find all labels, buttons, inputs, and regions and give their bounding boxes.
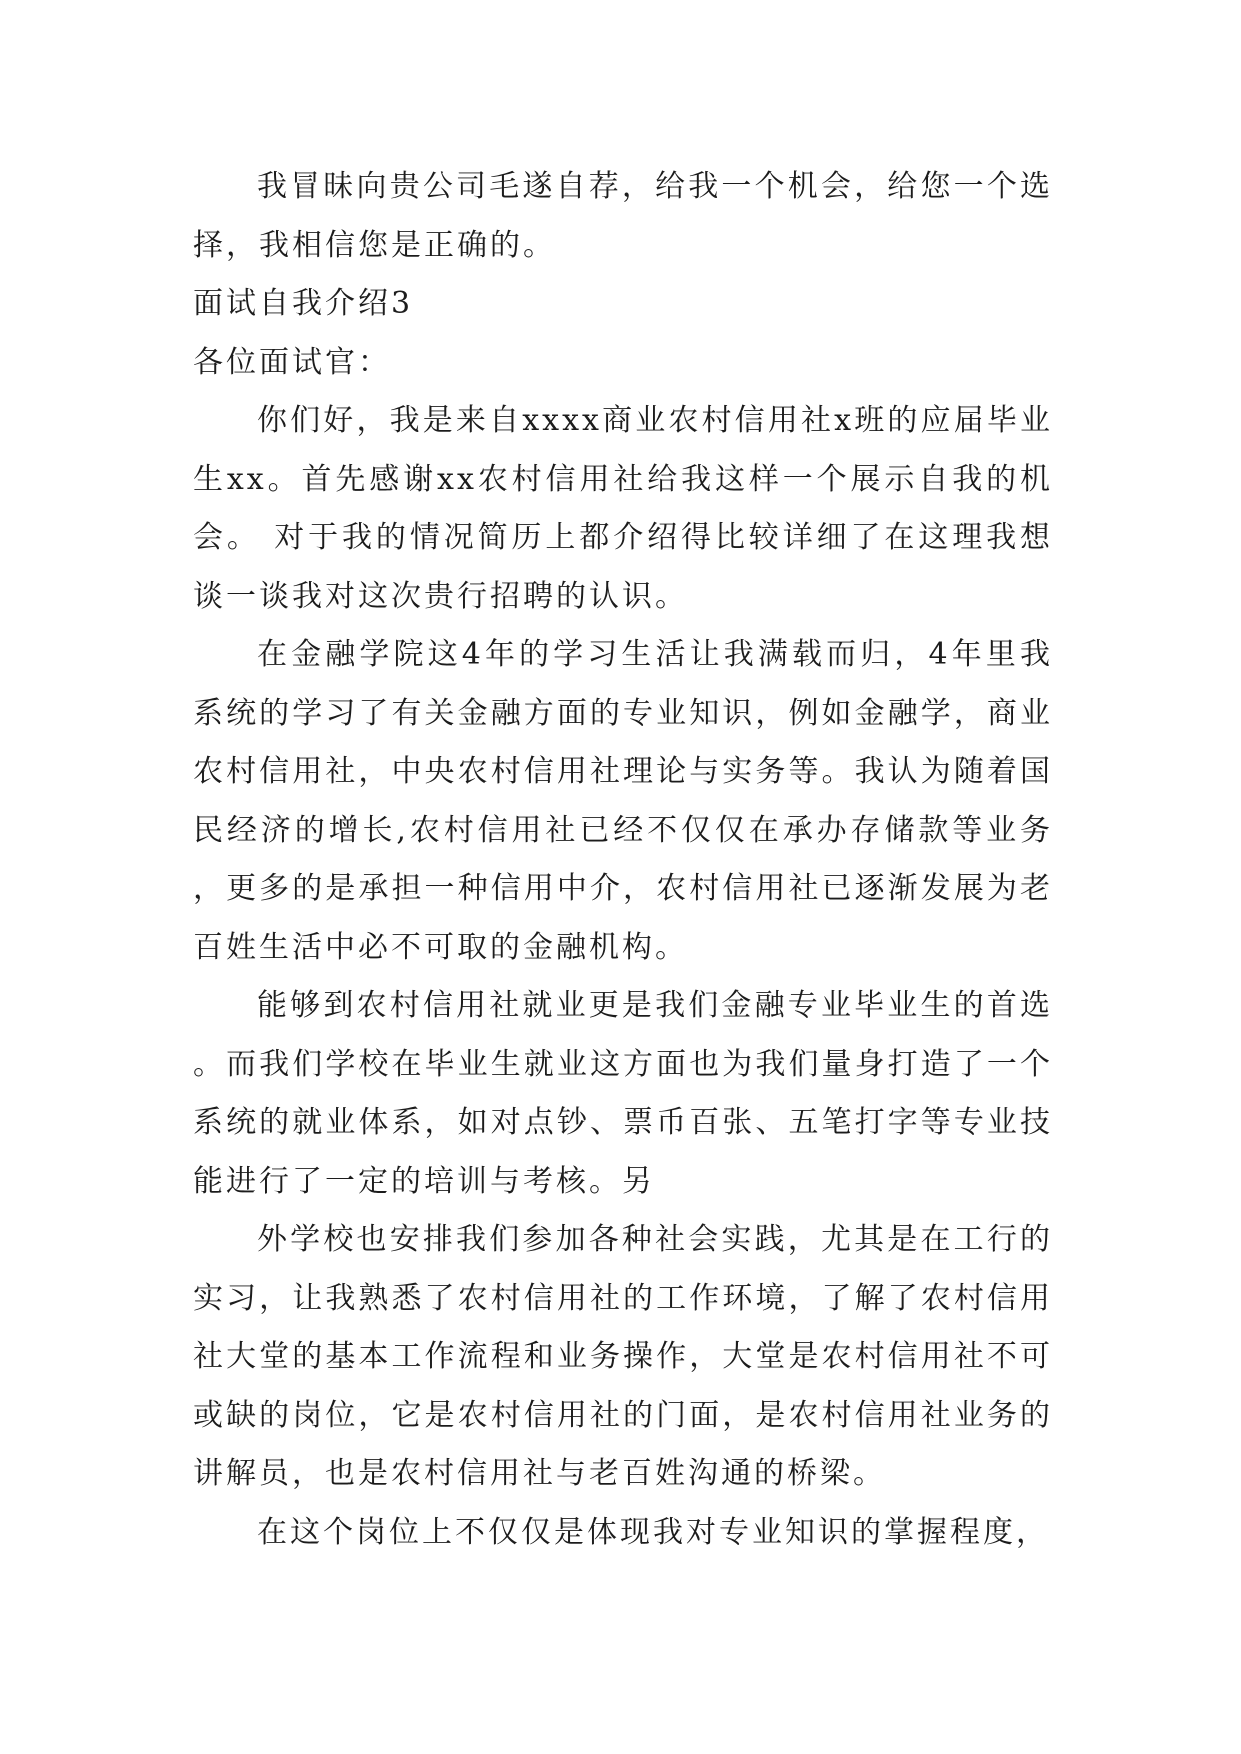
paragraph-self-recommendation: 我冒昧向贵公司毛遂自荐，给我一个机会，给您一个选择，我相信您是正确的。 — [193, 169, 1053, 263]
paragraph-education: 在金融学院这4年的学习生活让我满载而归，4年里我系统的学习了有关金融方面的专业知识，例如金融学，商业农村信用社，中央农村信用社理论与实务等。我认为随着国民经济的增长,农村信用社已经不仅仅在承办存储款等业务，更多的是承担一种信用中介，农村信用社已逐渐发展为老百姓生活中必不可取的金融机构。 — [193, 637, 1053, 965]
paragraph-employment-training: 能够到农村信用社就业更是我们金融专业毕业生的首选。而我们学校在毕业生就业这方面也为我们量身打造了一个系统的就业体系，如对点钞、票币百张、五笔打字等专业技能进行了一定的培训与考核。另 — [193, 988, 1053, 1199]
salutation: 各位面试官： — [193, 344, 391, 380]
paragraph-internship: 外学校也安排我们参加各种社会实践，尤其是在工行的实习，让我熟悉了农村信用社的工作环境，了解了农村信用社大堂的基本工作流程和业务操作，大堂是农村信用社不可或缺的岗位，它是农村信用社的门面，是农村信用社业务的讲解员，也是农村信用社与老百姓沟通的桥梁。 — [193, 1222, 1053, 1491]
paragraph-greeting: 你们好，我是来自xxxx商业农村信用社x班的应届毕业生xx。首先感谢xx农村信用社给我这样一个展示自我的机会。 对于我的情况简历上都介绍得比较详细了在这理我想谈一谈我对这次贵行招聘的认识。 — [193, 403, 1053, 614]
paragraph-position: 在这个岗位上不仅仅是体现我对专业知识的掌握程度， — [257, 1514, 1049, 1550]
section-heading: 面试自我介绍3 — [193, 286, 414, 321]
document-body — [193, 158, 1053, 1562]
